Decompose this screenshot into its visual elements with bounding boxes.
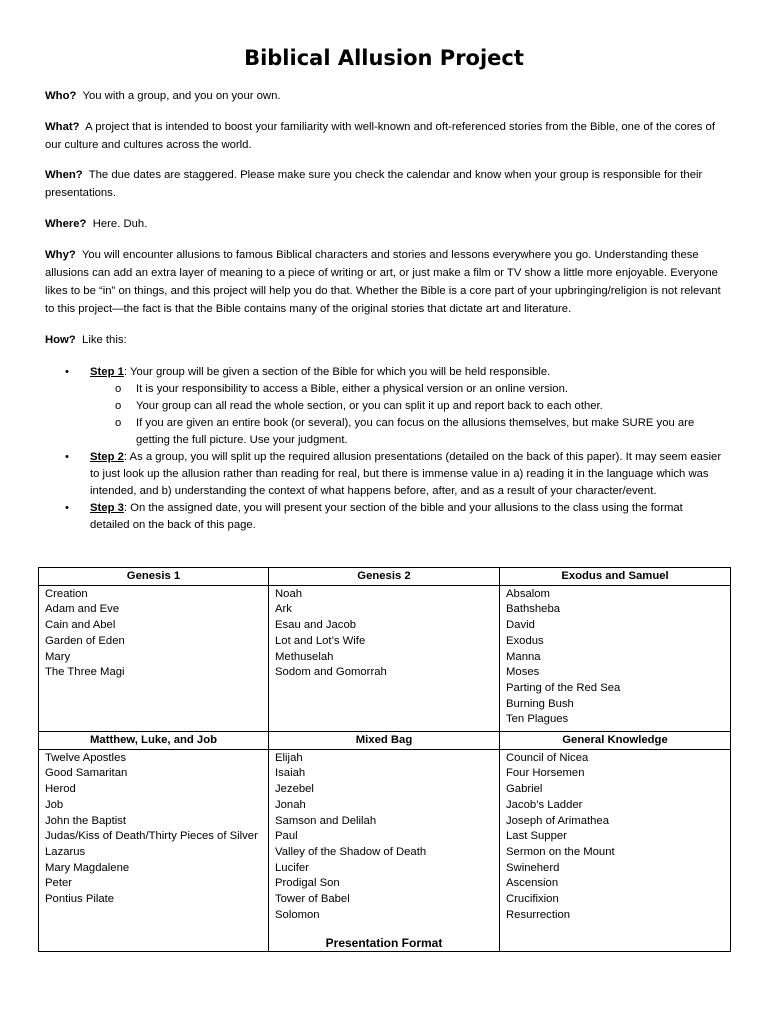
why-text: You will encounter allusions to famous Biblical characters and stories and lessons everywhere you go. Understanding these allusions can add an extra layer of meaning to a piece of writing or art, or just make a film or TV show a little more enjoyable. Everyone likes to be “in” on things, and this project will help you do that. Whether the Bible is a core part of your upbringing/religion is not relevant to this project—the fact is that the Bible contains many of the original stories that dictate art and literature. (45, 249, 721, 315)
list-item: Exodus (506, 634, 544, 647)
column-header: Genesis 2 (269, 568, 500, 586)
who-paragraph (45, 87, 723, 105)
when-paragraph (45, 166, 723, 202)
list-item: Jezebel (275, 783, 314, 796)
step-2-label: Step 2 (90, 451, 124, 463)
why-paragraph (45, 246, 723, 318)
list-item: Mary Magdalene (45, 861, 130, 874)
list-item: Lot and Lot’s Wife (275, 634, 366, 647)
list-item: Noah (275, 587, 303, 600)
list-item: Solomon (275, 908, 320, 921)
bullet-icon: • (65, 366, 69, 378)
table-cell (500, 585, 731, 731)
list-item: Council of Nicea (506, 751, 589, 764)
list-item: Twelve Apostles (45, 751, 127, 764)
list-item: Four Horsemen (506, 767, 585, 780)
what-label: What? (45, 121, 80, 133)
list-item: Jonah (275, 798, 306, 811)
table-cell (500, 749, 731, 951)
list-item: Sodom and Gomorrah (275, 666, 387, 679)
how-paragraph (45, 331, 723, 349)
list-item: David (506, 619, 535, 632)
step-1-subitem: o Your group can all read the whole section, or you can split it up and report back to each other. (90, 398, 723, 415)
list-item: Ten Plagues (506, 713, 569, 726)
how-label: How? (45, 334, 76, 346)
list-item: Parting of the Red Sea (506, 681, 621, 694)
step-3 (45, 500, 723, 534)
table-cell (269, 585, 500, 731)
list-item: Gabriel (506, 783, 543, 796)
step-3-text: : On the assigned date, you will present your section of the bible and your allusions to the class using the format detailed on the back of this page. (90, 502, 683, 531)
column-header: General Knowledge (500, 732, 731, 750)
list-item: Prodigal Son (275, 877, 340, 890)
step-2 (45, 449, 723, 500)
list-item: Job (45, 798, 64, 811)
table-header-row (39, 732, 731, 750)
list-item: Tower of Babel (275, 893, 350, 906)
table-cell (269, 749, 500, 951)
list-item: Judas/Kiss of Death/Thirty Pieces of Silver (45, 830, 258, 843)
column-header: Mixed Bag (269, 732, 500, 750)
list-item: Methuselah (275, 650, 334, 663)
list-item: The Three Magi (45, 666, 125, 679)
page-title: Biblical Allusion Project (244, 46, 524, 70)
list-item: Creation (45, 587, 88, 600)
list-item: Garden of Eden (45, 634, 125, 647)
list-item: Paul (275, 830, 298, 843)
how-text: Like this: (82, 334, 127, 346)
list-item: Lucifer (275, 861, 309, 874)
allusion-table (38, 567, 731, 952)
list-item: Joseph of Arimathea (506, 814, 609, 827)
table-row (39, 585, 731, 731)
list-item: Sermon on the Mount (506, 845, 615, 858)
list-item: Crucifixion (506, 893, 559, 906)
when-text: The due dates are staggered. Please make sure you check the calendar and know when your group is responsible for their presentations. (45, 169, 703, 199)
list-item: Pontius Pilate (45, 893, 115, 906)
list-item: Esau and Jacob (275, 619, 357, 632)
list-item: Herod (45, 783, 76, 796)
list-item: Resurrection (506, 908, 571, 921)
where-label: Where? (45, 218, 87, 230)
list-item: Ark (275, 603, 292, 616)
sub-bullet-icon: o (115, 383, 122, 395)
column-header: Exodus and Samuel (500, 568, 731, 586)
list-item: Swineherd (506, 861, 560, 874)
list-item: Elijah (275, 751, 303, 764)
list-item: Peter (45, 877, 73, 890)
list-item: Cain and Abel (45, 619, 116, 632)
why-label: Why? (45, 249, 76, 261)
who-label: Who? (45, 90, 77, 102)
table-cell (39, 585, 269, 731)
what-text: A project that is intended to boost your familiarity with well-known and oft-referenced stories from the Bible, one of the cores of our culture and cultures across the world. (45, 121, 715, 151)
steps-list (45, 364, 723, 534)
list-item: Moses (506, 666, 540, 679)
table-cell (39, 749, 269, 951)
list-item: Isaiah (275, 767, 306, 780)
table-header-row (39, 568, 731, 586)
list-item: Lazarus (45, 845, 86, 858)
bullet-icon: • (65, 451, 69, 463)
step-1-label: Step 1 (90, 366, 124, 378)
list-item: Absalom (506, 587, 550, 600)
sub-bullet-icon: o (115, 400, 122, 412)
list-item: Burning Bush (506, 697, 574, 710)
list-item: Jacob’s Ladder (506, 798, 583, 811)
who-text: You with a group, and you on your own. (82, 90, 281, 102)
step-2-text: : As a group, you will split up the required allusion presentations (detailed on the back of this paper). It may seem easier to just look up the allusion rather than reading for real, but there is immense value in a) reading it in the language which was intended, and b) understanding the context of what happens before, after, and as a result of your character/event. (90, 451, 722, 497)
list-item: John the Baptist (45, 814, 127, 827)
presentation-format-heading: Presentation Format (325, 936, 443, 950)
column-header: Matthew, Luke, and Job (39, 732, 269, 750)
when-label: When? (45, 169, 83, 181)
bullet-icon: • (65, 502, 69, 514)
list-item: Good Samaritan (45, 767, 128, 780)
list-item: Valley of the Shadow of Death (275, 845, 427, 858)
list-item: Last Supper (506, 830, 567, 843)
step-3-label: Step 3 (90, 502, 124, 514)
list-item: Samson and Delilah (275, 814, 377, 827)
sub-bullet-icon: o (115, 417, 122, 429)
list-item: Mary (45, 650, 71, 663)
step-1-subitem: o If you are given an entire book (or several), you can focus on the allusions themselves, but make SURE you are getting the full picture. Use your judgment. (115, 417, 695, 446)
step-1-subitem: o It is your responsibility to access a Bible, either a physical version or an online version. (90, 381, 723, 398)
list-item: Manna (506, 650, 541, 663)
column-header: Genesis 1 (39, 568, 269, 586)
list-item: Adam and Eve (45, 603, 120, 616)
where-text: Here. Duh. (92, 218, 148, 230)
step-1-text: : Your group will be given a section of the Bible for which you will be held responsible. (123, 366, 551, 378)
step-1 (45, 364, 723, 449)
what-paragraph (45, 118, 723, 154)
list-item: Bathsheba (506, 603, 561, 616)
list-item: Ascension (506, 877, 559, 890)
table-row (39, 749, 731, 951)
where-paragraph (45, 215, 723, 233)
